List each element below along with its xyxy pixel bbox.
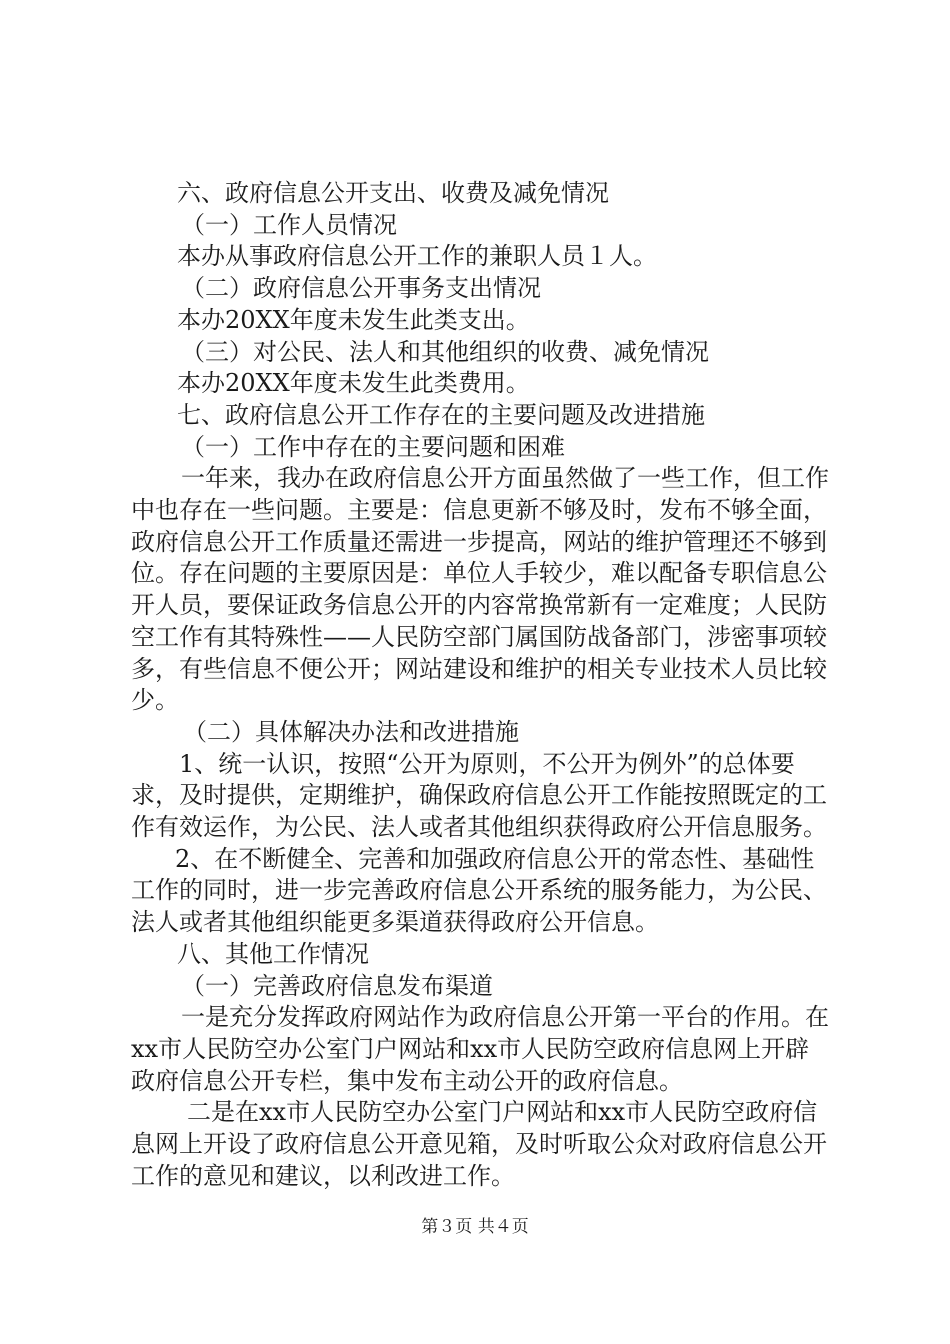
paragraph-text: 一是充分发挥政府网站作为政府信息公开第一平台的作用。在xx市人民防空办公室门户网站和xx市人民防空政府信息网上开辟政府信息公开专栏，集中发布主动公开的政府信息。: [131, 1003, 829, 1095]
subsection-heading: （一）工作中存在的主要问题和困难: [181, 432, 565, 461]
paragraph: 本办20XX年度未发生此类支出。: [177, 305, 530, 334]
list-item: [131, 844, 831, 939]
subsection-heading: （二）具体解决办法和改进措施: [183, 717, 519, 746]
paragraph-text: 一年来，我办在政府信息公开方面虽然做了一些工作，但工作中也存在一些问题。主要是：信息更新不够及时，发布不够全面，政府信息公开工作质量还需进一步提高，网站的维护管理还不够到位。存在问题的主要原因是：单位人手较少，难以配备专职信息公开人员，要保证政务信息公开的内容常换常新有一定难度；人民防空工作有其特殊性——人民防空部门属国防战备部门，涉密事项较多，有些信息不便公开；网站建设和维护的相关专业技术人员比较少。: [131, 464, 829, 715]
paragraph: [131, 1002, 831, 1097]
paragraph: [131, 463, 831, 717]
section-heading-6: 六、政府信息公开支出、收费及减免情况: [177, 179, 609, 207]
paragraph: 本办20XX年度未发生此类费用。: [177, 369, 530, 398]
paragraph: 本办从事政府信息公开工作的兼职人员１人。: [177, 242, 657, 271]
list-item-text: 1、统一认识，按照“公开为原则，不公开为例外”的总体要求，及时提供，定期维护，确保政府信息公开工作能按照既定的工作有效运作，为公民、法人或者其他组织获得政府公开信息服务。: [131, 749, 827, 842]
section-heading-7: 七、政府信息公开工作存在的主要问题及改进措施: [177, 400, 705, 429]
list-item: [131, 749, 831, 844]
subsection-heading: （一）工作人员情况: [181, 210, 397, 239]
paragraph: [131, 1097, 831, 1192]
page-number-footer: 第３页 共４页: [421, 1217, 529, 1237]
paragraph-text: 二是在xx市人民防空办公室门户网站和xx市人民防空政府信息网上开设了政府信息公开意见箱，及时听取公众对政府信息公开工作的意见和建议，以利改进工作。: [131, 1098, 827, 1190]
subsection-heading: （一）完善政府信息发布渠道: [181, 971, 493, 1000]
section-heading-8: 八、其他工作情况: [177, 939, 369, 968]
subsection-heading: （二）政府信息公开事务支出情况: [181, 274, 541, 303]
list-item-text: 2、在不断健全、完善和加强政府信息公开的常态性、基础性工作的同时，进一步完善政府信息公开系统的服务能力，为公民、法人或者其他组织能更多渠道获得政府公开信息。: [131, 844, 827, 937]
document-body: [131, 178, 831, 1193]
subsection-heading: （三）对公民、法人和其他组织的收费、减免情况: [181, 337, 709, 366]
